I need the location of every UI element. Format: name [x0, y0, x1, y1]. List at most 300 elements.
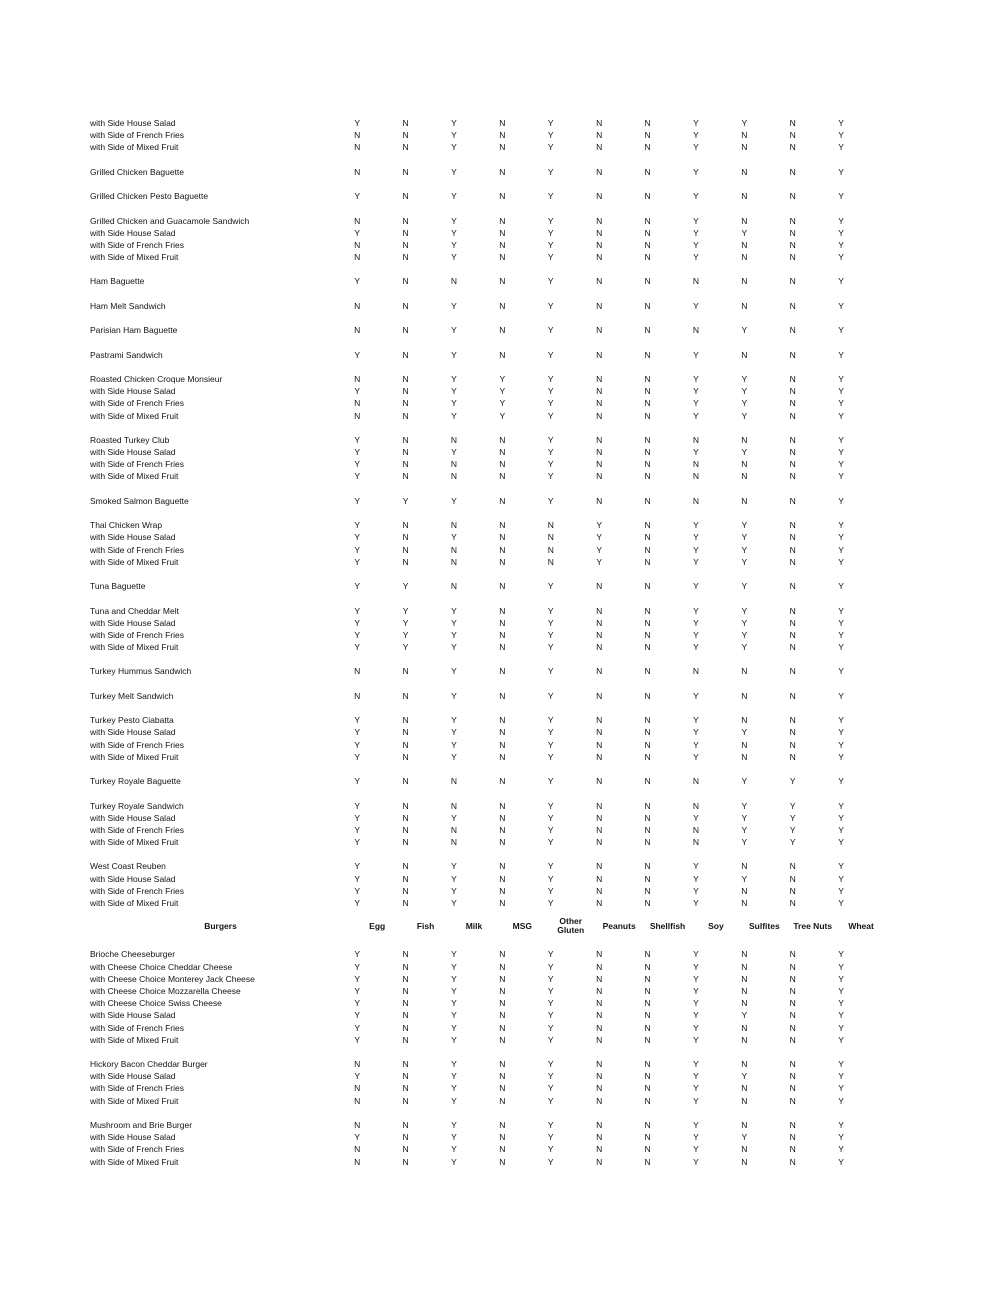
allergen-cell: N: [499, 1022, 506, 1033]
allergen-cell: N: [402, 434, 409, 445]
allergen-cell: N: [450, 556, 458, 567]
item-name: with Side of Mixed Fruit: [90, 1095, 179, 1106]
allergen-cell: Y: [838, 471, 844, 482]
item-name: with Side House Salad: [90, 532, 176, 543]
allergen-cell: Y: [693, 398, 699, 409]
table-row: [90, 775, 880, 787]
allergen-cell: N: [547, 556, 554, 567]
allergen-cell: Y: [838, 349, 844, 360]
allergen-cell: N: [402, 239, 409, 250]
allergen-cell: N: [789, 1132, 796, 1143]
allergen-cell: N: [499, 949, 506, 960]
allergen-cell: Y: [693, 715, 699, 726]
column-header-label: Soy: [708, 921, 724, 932]
allergen-cell: Y: [547, 1083, 554, 1094]
allergen-cell: Y: [741, 812, 748, 823]
allergen-cell: N: [789, 118, 796, 128]
allergen-cell: N: [402, 118, 409, 128]
allergen-cell: N: [692, 495, 699, 506]
allergen-cell: Y: [354, 605, 361, 616]
allergen-cell: N: [596, 191, 603, 202]
allergen-cell: N: [644, 215, 651, 226]
item-name: with Side of Mixed Fruit: [90, 898, 179, 908]
allergen-cell: Y: [838, 898, 844, 908]
allergen-cell: N: [402, 459, 409, 470]
allergen-cell: N: [644, 300, 651, 311]
allergen-cell: N: [402, 191, 409, 202]
table-row: [90, 885, 880, 897]
allergen-cell: Y: [741, 824, 748, 835]
table-row: [90, 1143, 880, 1155]
allergen-cell: Y: [354, 581, 361, 592]
column-header-label: MSG: [512, 921, 533, 932]
allergen-cell: Y: [838, 276, 844, 287]
allergen-cell: Y: [354, 544, 361, 555]
allergen-cell: Y: [451, 300, 457, 311]
allergen-cell: N: [741, 434, 748, 445]
allergen-cell: N: [789, 666, 796, 677]
allergen-cell: Y: [547, 434, 554, 445]
allergen-cell: N: [402, 776, 409, 787]
allergen-cell: Y: [451, 1010, 457, 1021]
allergen-cell: N: [354, 239, 361, 250]
allergen-cell: Y: [354, 998, 361, 1009]
allergen-cell: N: [789, 252, 796, 263]
item-name: with Side House Salad: [90, 727, 176, 738]
allergen-cell: Y: [354, 276, 361, 287]
allergen-cell: Y: [693, 998, 699, 1009]
allergen-cell: Y: [838, 1022, 844, 1033]
allergen-cell: N: [354, 1120, 361, 1130]
allergen-cell: N: [354, 398, 361, 409]
allergen-cell: Y: [451, 973, 457, 984]
table-row: [90, 580, 880, 592]
allergen-cell: N: [499, 800, 506, 811]
allergen-cell: N: [499, 715, 506, 726]
allergen-cell: Y: [451, 239, 457, 250]
allergen-cell: N: [354, 1059, 361, 1070]
allergen-cell: Y: [451, 629, 457, 640]
section-title: Burgers: [204, 921, 237, 932]
allergen-cell: Y: [838, 837, 844, 848]
table-row: [90, 324, 880, 336]
allergen-cell: N: [402, 1083, 409, 1094]
allergen-cell: Y: [451, 1083, 457, 1094]
allergen-cell: N: [499, 998, 506, 1009]
allergen-cell: N: [741, 215, 748, 226]
allergen-cell: N: [402, 1156, 409, 1167]
allergen-cell: N: [741, 885, 748, 896]
table-row: [90, 714, 880, 726]
allergen-cell: N: [789, 276, 796, 287]
allergen-cell: Y: [693, 386, 699, 397]
allergen-cell: Y: [693, 985, 699, 996]
item-group: [90, 948, 880, 1046]
allergen-cell: Y: [451, 642, 457, 653]
table-row: [90, 544, 880, 556]
allergen-cell: Y: [547, 617, 554, 628]
column-header: [720, 921, 780, 932]
allergen-cell: Y: [693, 873, 699, 884]
allergen-cell: Y: [354, 873, 361, 884]
allergen-cell: N: [741, 459, 748, 470]
allergen-cell: N: [402, 973, 409, 984]
allergen-cell: Y: [499, 410, 506, 421]
table-row: [90, 997, 880, 1009]
item-name: Turkey Melt Sandwich: [90, 690, 174, 701]
allergen-cell: N: [596, 800, 603, 811]
allergen-cell: N: [596, 1022, 603, 1033]
allergen-cell: N: [596, 824, 603, 835]
allergen-cell: N: [402, 471, 409, 482]
item-group: [90, 300, 880, 312]
allergen-cell: Y: [693, 1120, 699, 1130]
allergen-cell: N: [741, 252, 748, 263]
item-name: with Cheese Choice Cheddar Cheese: [90, 961, 233, 972]
allergen-cell: Y: [789, 812, 796, 823]
allergen-cell: Y: [838, 556, 844, 567]
allergen-cell: N: [402, 1034, 409, 1045]
allergen-cell: N: [596, 215, 603, 226]
allergen-cell: Y: [354, 985, 361, 996]
allergen-cell: N: [644, 617, 651, 628]
allergen-cell: N: [789, 544, 796, 555]
allergen-cell: N: [789, 861, 796, 872]
allergen-cell: Y: [838, 1132, 844, 1143]
allergen-cell: Y: [693, 520, 699, 531]
allergen-cell: N: [499, 861, 506, 872]
allergen-cell: Y: [693, 629, 699, 640]
item-name: with Side of French Fries: [90, 629, 185, 640]
allergen-cell: N: [402, 252, 409, 263]
allergen-cell: Y: [741, 1010, 748, 1021]
allergen-cell: Y: [838, 812, 844, 823]
allergen-cell: Y: [354, 471, 361, 482]
allergen-cell: Y: [693, 642, 699, 653]
table-row: [90, 446, 880, 458]
allergen-cell: Y: [693, 581, 699, 592]
allergen-cell: Y: [547, 605, 554, 616]
allergen-cell: N: [402, 410, 409, 421]
allergen-cell: N: [644, 885, 651, 896]
allergen-cell: Y: [354, 1071, 361, 1082]
allergen-cell: Y: [451, 961, 457, 972]
allergen-cell: N: [596, 471, 603, 482]
table-row: [90, 617, 880, 629]
item-name: with Side of French Fries: [90, 1022, 185, 1033]
item-name: with Side House Salad: [90, 1010, 176, 1021]
allergen-cell: Y: [354, 1010, 361, 1021]
allergen-cell: Y: [354, 532, 361, 543]
table-row: [90, 349, 880, 361]
allergen-cell: N: [499, 1095, 506, 1106]
allergen-cell: Y: [693, 373, 699, 384]
allergen-cell: N: [741, 1120, 748, 1130]
allergen-cell: Y: [499, 398, 506, 409]
item-name: with Side of French Fries: [90, 739, 185, 750]
allergen-cell: Y: [838, 130, 844, 141]
allergen-cell: N: [596, 690, 603, 701]
allergen-cell: N: [644, 1010, 651, 1021]
allergen-cell: N: [499, 349, 506, 360]
allergen-cell: N: [596, 1083, 603, 1094]
allergen-cell: N: [402, 873, 409, 884]
allergen-cell: N: [789, 1095, 796, 1106]
allergen-cell: N: [596, 998, 603, 1009]
table-row: [90, 985, 880, 997]
allergen-cell: N: [741, 495, 748, 506]
allergen-cell: N: [402, 532, 409, 543]
allergen-cell: Y: [547, 690, 554, 701]
allergen-cell: N: [741, 739, 748, 750]
allergen-cell: Y: [741, 581, 748, 592]
allergen-cell: N: [402, 812, 409, 823]
allergen-cell: N: [596, 605, 603, 616]
allergen-cell: N: [644, 873, 651, 884]
allergen-cell: Y: [547, 166, 554, 177]
allergen-cell: Y: [693, 1156, 699, 1167]
allergen-cell: Y: [693, 410, 699, 421]
allergen-cell: N: [692, 471, 699, 482]
allergen-cell: Y: [838, 1059, 844, 1070]
allergen-cell: Y: [547, 1059, 554, 1070]
allergen-cell: N: [789, 727, 796, 738]
allergen-cell: N: [644, 861, 651, 872]
allergen-cell: Y: [547, 1034, 554, 1045]
item-name: with Side of Mixed Fruit: [90, 1156, 179, 1167]
allergen-cell: N: [354, 166, 361, 177]
allergen-cell: Y: [547, 373, 554, 384]
item-group: [90, 860, 880, 909]
item-name: with Side of French Fries: [90, 1083, 185, 1094]
allergen-cell: N: [789, 1144, 796, 1155]
allergen-cell: N: [596, 837, 603, 848]
allergen-cell: N: [402, 898, 409, 908]
allergen-cell: N: [741, 130, 748, 141]
allergen-cell: Y: [596, 544, 602, 555]
allergen-cell: Y: [838, 885, 844, 896]
allergen-cell: Y: [693, 142, 699, 153]
allergen-cell: N: [354, 130, 361, 141]
allergen-cell: N: [644, 998, 651, 1009]
item-name: Ham Baguette: [90, 276, 145, 287]
allergen-cell: Y: [451, 130, 457, 141]
allergen-cell: N: [596, 715, 603, 726]
table-row: [90, 227, 880, 239]
allergen-cell: N: [596, 227, 603, 238]
allergen-cell: Y: [451, 1132, 457, 1143]
allergen-cell: Y: [402, 495, 409, 506]
allergen-cell: Y: [838, 1120, 844, 1130]
allergen-cell: N: [450, 824, 458, 835]
allergen-cell: Y: [547, 1144, 554, 1155]
allergen-cell: N: [644, 276, 651, 287]
allergen-cell: Y: [451, 495, 457, 506]
table-row: [90, 1070, 880, 1082]
allergen-cell: N: [789, 215, 796, 226]
allergen-cell: Y: [693, 812, 699, 823]
allergen-cell: Y: [547, 1022, 554, 1033]
allergen-cell: N: [789, 325, 796, 336]
allergen-cell: N: [354, 373, 361, 384]
allergen-cell: N: [789, 495, 796, 506]
allergen-cell: N: [692, 837, 699, 848]
allergen-cell: Y: [354, 885, 361, 896]
item-name: Turkey Pesto Ciabatta: [90, 715, 174, 726]
allergen-cell: N: [741, 1083, 748, 1094]
allergen-cell: Y: [547, 118, 554, 128]
allergen-cell: Y: [547, 949, 554, 960]
allergen-cell: Y: [451, 861, 457, 872]
allergen-cell: Y: [838, 410, 844, 421]
allergen-cell: Y: [402, 642, 409, 653]
allergen-cell: N: [402, 727, 409, 738]
allergen-cell: Y: [354, 495, 361, 506]
allergen-cell: N: [450, 581, 458, 592]
allergen-cell: N: [499, 837, 506, 848]
allergen-cell: N: [644, 751, 651, 762]
table-row: [90, 531, 880, 543]
allergen-cell: Y: [741, 532, 748, 543]
allergen-cell: N: [402, 751, 409, 762]
allergen-cell: N: [499, 130, 506, 141]
allergen-cell: Y: [838, 373, 844, 384]
allergen-cell: Y: [547, 861, 554, 872]
allergen-cell: Y: [838, 215, 844, 226]
menu-section: [90, 916, 880, 1168]
allergen-cell: Y: [451, 1144, 457, 1155]
allergen-cell: N: [789, 642, 796, 653]
allergen-cell: N: [644, 118, 651, 128]
allergen-cell: Y: [838, 998, 844, 1009]
allergen-cell: Y: [838, 227, 844, 238]
allergen-cell: Y: [547, 985, 554, 996]
allergen-cell: N: [789, 885, 796, 896]
allergen-cell: Y: [354, 800, 361, 811]
allergen-cell: N: [789, 349, 796, 360]
allergen-cell: N: [596, 985, 603, 996]
table-row: [90, 1022, 880, 1034]
allergen-cell: N: [789, 398, 796, 409]
allergen-cell: Y: [693, 252, 699, 263]
allergen-cell: Y: [741, 800, 748, 811]
allergen-cell: Y: [547, 276, 554, 287]
allergen-cell: N: [644, 776, 651, 787]
allergen-cell: N: [402, 1144, 409, 1155]
allergen-cell: Y: [693, 885, 699, 896]
allergen-cell: N: [789, 998, 796, 1009]
item-name: with Side of Mixed Fruit: [90, 837, 179, 848]
allergen-cell: Y: [838, 239, 844, 250]
allergen-cell: N: [741, 276, 748, 287]
allergen-cell: Y: [547, 898, 554, 908]
allergen-cell: N: [789, 1156, 796, 1167]
allergen-cell: Y: [838, 949, 844, 960]
allergen-cell: N: [499, 898, 506, 908]
allergen-cell: Y: [451, 885, 457, 896]
allergen-cell: Y: [547, 1010, 554, 1021]
allergen-cell: N: [402, 1059, 409, 1070]
allergen-cell: Y: [693, 1132, 699, 1143]
allergen-cell: N: [596, 1132, 603, 1143]
allergen-cell: Y: [741, 556, 748, 567]
item-name: with Cheese Choice Monterey Jack Cheese: [90, 973, 255, 984]
allergen-cell: N: [596, 1095, 603, 1106]
allergen-cell: Y: [547, 130, 554, 141]
allergen-cell: Y: [451, 1156, 457, 1167]
item-group: [90, 580, 880, 592]
allergen-cell: Y: [547, 973, 554, 984]
table-row: [90, 836, 880, 848]
allergen-cell: N: [644, 398, 651, 409]
allergen-cell: Y: [547, 495, 554, 506]
allergen-cell: Y: [693, 130, 699, 141]
allergen-cell: N: [644, 949, 651, 960]
allergen-cell: N: [402, 998, 409, 1009]
allergen-cell: N: [499, 520, 506, 531]
allergen-cell: Y: [547, 812, 554, 823]
allergen-cell: N: [596, 973, 603, 984]
allergen-cell: Y: [547, 581, 554, 592]
allergen-cell: N: [499, 325, 506, 336]
allergen-cell: N: [741, 191, 748, 202]
allergen-cell: N: [402, 1120, 409, 1130]
allergen-cell: N: [789, 1022, 796, 1033]
allergen-cell: N: [644, 373, 651, 384]
allergen-cell: N: [741, 861, 748, 872]
allergen-cell: N: [402, 556, 409, 567]
allergen-cell: Y: [354, 973, 361, 984]
allergen-cell: Y: [693, 751, 699, 762]
allergen-cell: N: [789, 130, 796, 141]
allergen-cell: N: [596, 459, 603, 470]
item-name: with Side of Mixed Fruit: [90, 410, 179, 421]
allergen-cell: N: [499, 824, 506, 835]
allergen-cell: Y: [354, 349, 361, 360]
allergen-cell: Y: [838, 973, 844, 984]
allergen-cell: N: [644, 459, 651, 470]
allergen-cell: N: [644, 1120, 651, 1130]
table-row: [90, 470, 880, 482]
allergen-cell: N: [789, 1083, 796, 1094]
allergen-cell: N: [450, 544, 458, 555]
column-header-label: Peanuts: [602, 921, 636, 932]
allergen-cell: N: [596, 873, 603, 884]
column-header-label: Egg: [369, 921, 386, 932]
allergen-cell: Y: [596, 556, 602, 567]
allergen-cell: Y: [838, 873, 844, 884]
allergen-cell: Y: [741, 776, 748, 787]
allergen-cell: Y: [693, 556, 699, 567]
allergen-cell: Y: [354, 617, 361, 628]
allergen-cell: N: [644, 471, 651, 482]
item-name: with Side of Mixed Fruit: [90, 252, 179, 263]
allergen-cell: Y: [402, 617, 409, 628]
allergen-cell: Y: [693, 1010, 699, 1021]
allergen-cell: N: [789, 556, 796, 567]
table-row: [90, 1131, 880, 1143]
item-group: [90, 215, 880, 264]
allergen-cell: N: [499, 873, 506, 884]
column-header: [478, 921, 533, 932]
allergen-cell: N: [402, 690, 409, 701]
item-name: Tuna Baguette: [90, 581, 146, 592]
item-group: [90, 605, 880, 654]
allergen-cell: Y: [693, 1022, 699, 1033]
allergen-cell: N: [644, 824, 651, 835]
allergen-cell: Y: [354, 727, 361, 738]
allergen-cell: Y: [741, 447, 748, 458]
